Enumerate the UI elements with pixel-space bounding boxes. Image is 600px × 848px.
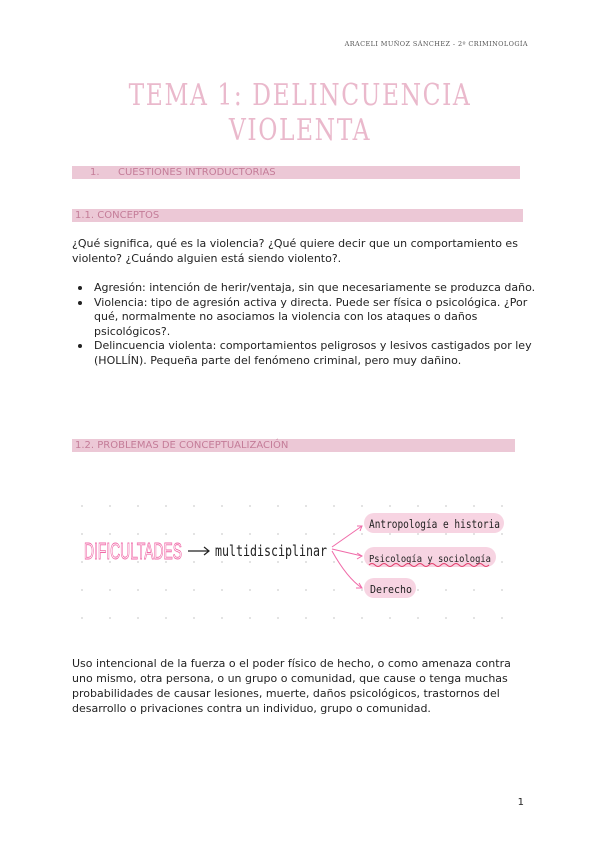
- violence-definition: Uso intencional de la fuerza o el poder físico de hecho, o como amenaza contra uno mismo, otra persona, o un grupo o comunidad, que cause o tenga muchas probabilidades de causar lesiones, muerte, daños psicológicos, trastornos del desarrollo o privaciones contra un individuo, grupo o comunidad.: [72, 657, 511, 715]
- diagram-target-antropologia: Antropología e historia: [369, 517, 500, 531]
- list-item: Violencia: tipo de agresión activa y directa. Puede ser física o psicológica. ¿Por qué, normalmente no asociamos la violencia con los ataques o daños psicológicos?.: [90, 296, 550, 340]
- diagram-middle-label: multidisciplinar: [215, 542, 327, 560]
- section-number: 1.: [90, 167, 100, 178]
- list-item: Agresión: intención de herir/ventaja, sin que necesariamente se produzca daño.: [90, 281, 550, 296]
- diagram-source-label: DIFICULTADES: [84, 538, 182, 564]
- arrow-icon: [188, 547, 209, 555]
- section-label: CUESTIONES INTRODUCTORIAS: [118, 167, 276, 178]
- list-item: Delincuencia violenta: comportamientos peligrosos y lesivos castigados por ley (HOLLÍN). Pequeña parte del fenómeno criminal, pero muy dañino.: [90, 339, 550, 368]
- branch-arrows: [332, 526, 362, 588]
- subsection-heading-problemas: 1.2. PROBLEMAS DE CONCEPTUALIZACIÓN: [72, 439, 515, 452]
- diagram-target-derecho: Derecho: [370, 584, 412, 596]
- page-title: TEMA 1: DELINCUENCIA VIOLENTA: [128, 78, 472, 148]
- page-number: 1: [517, 797, 524, 808]
- concept-list: [72, 281, 550, 368]
- section-heading-1: [72, 166, 520, 179]
- header-author: ARACELI MUÑOZ SÁNCHEZ - 2º CRIMINOLOGÍA: [344, 40, 528, 48]
- intro-question: ¿Qué significa, qué es la violencia? ¿Qué quiere decir que un comportamiento es violento? ¿Cuándo alguien está siendo violento?.: [72, 237, 518, 265]
- difficulties-diagram: [72, 498, 532, 628]
- diagram-target-psicologia: Psicología y sociología: [369, 554, 508, 565]
- subsection-heading-conceptos: 1.1. CONCEPTOS: [72, 209, 523, 222]
